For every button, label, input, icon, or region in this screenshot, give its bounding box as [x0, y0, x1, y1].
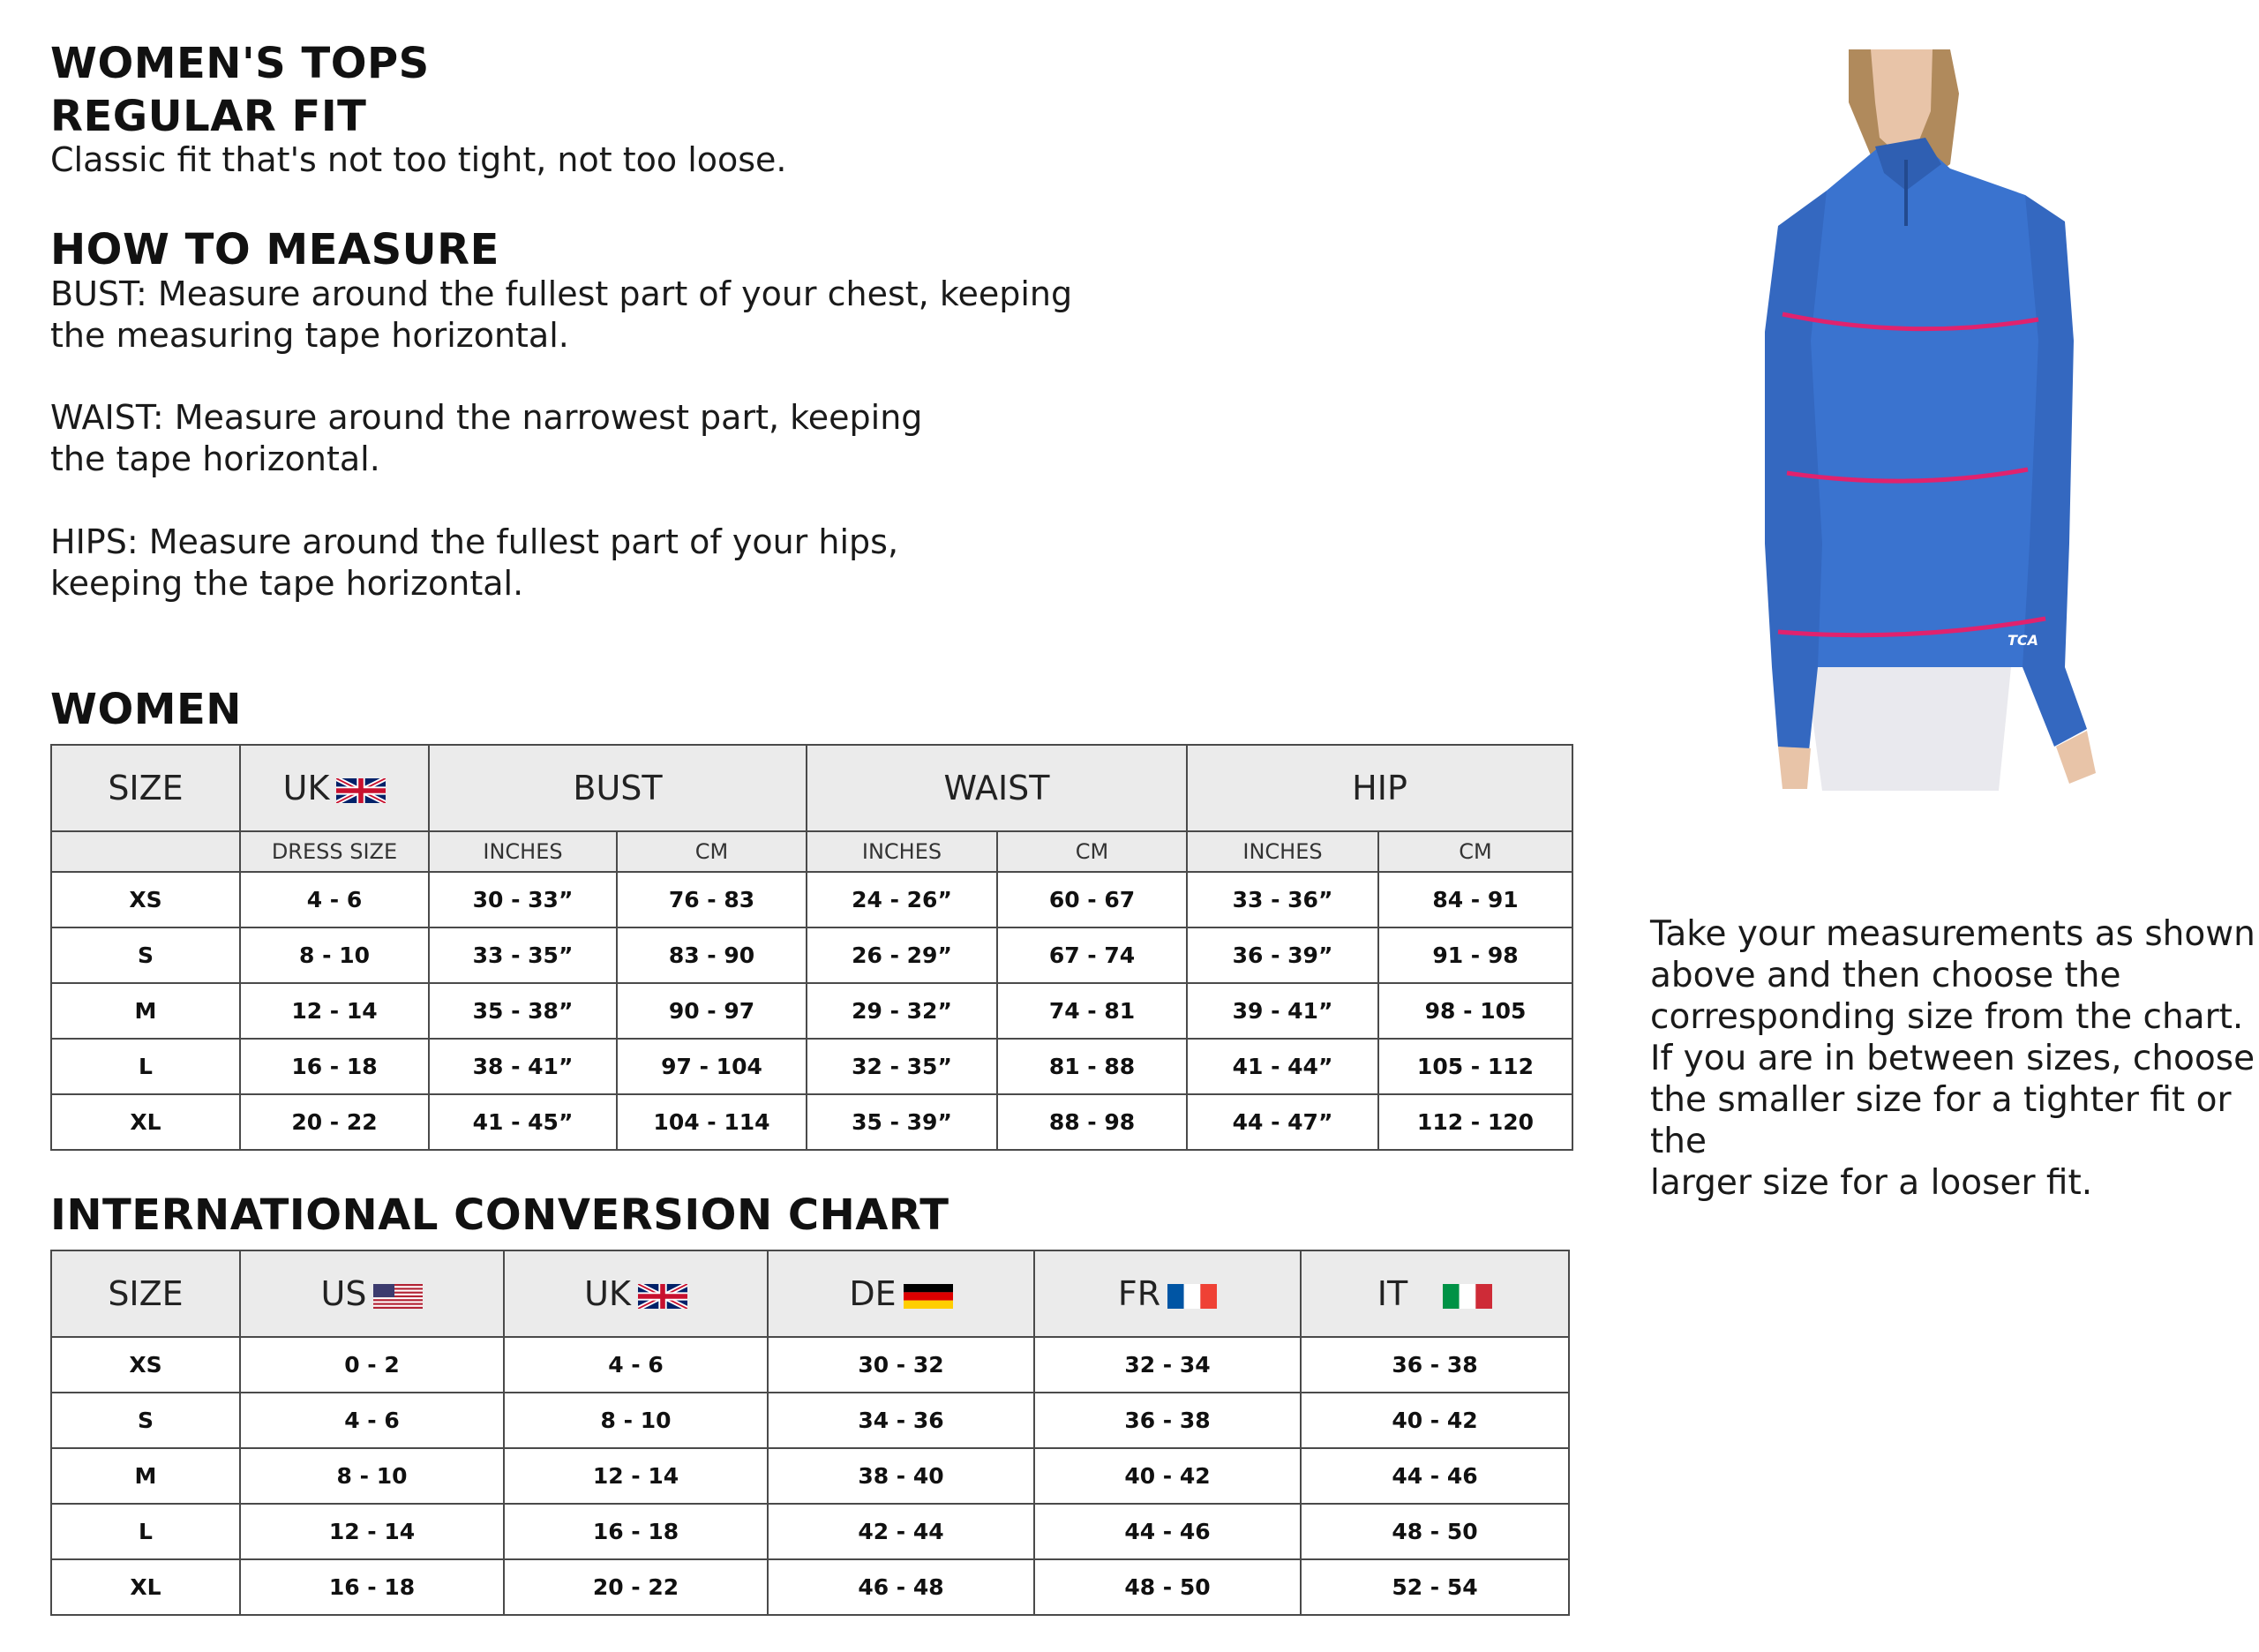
table-cell: 36 - 38 [1301, 1337, 1569, 1393]
fit-tagline: Classic fit that's not too tight, not too loose. [50, 140, 787, 179]
table-cell: S [51, 1393, 240, 1448]
table-cell: 105 - 112 [1378, 1039, 1572, 1094]
table-cell: 42 - 44 [768, 1504, 1034, 1559]
table-cell: 16 - 18 [240, 1039, 429, 1094]
table-cell: 40 - 42 [1034, 1448, 1301, 1504]
table-cell: 44 - 46 [1034, 1504, 1301, 1559]
table-cell: 29 - 32” [807, 983, 997, 1039]
title-line-2: REGULAR FIT [50, 92, 367, 141]
conversion-header-uk-label: UK [584, 1274, 631, 1313]
table-cell: 97 - 104 [617, 1039, 807, 1094]
women-header-waist: WAIST [807, 745, 1187, 831]
page-title [50, 37, 430, 143]
conversion-header-de-label: DE [849, 1274, 897, 1313]
table-cell: 34 - 36 [768, 1393, 1034, 1448]
table-cell: 36 - 38 [1034, 1393, 1301, 1448]
table-cell: 67 - 74 [997, 927, 1187, 983]
table-cell: 35 - 39” [807, 1094, 997, 1150]
table-cell: 33 - 36” [1187, 872, 1378, 927]
conversion-table [50, 1250, 1570, 1616]
table-cell: 44 - 46 [1301, 1448, 1569, 1504]
women-subheader-hip-cm: CM [1378, 831, 1572, 872]
table-cell: 33 - 35” [429, 927, 617, 983]
table-cell: 12 - 14 [504, 1448, 768, 1504]
model-photo [1694, 49, 2118, 791]
conversion-header-it [1301, 1250, 1569, 1337]
table-cell: 104 - 114 [617, 1094, 807, 1150]
table-cell: 32 - 35” [807, 1039, 997, 1094]
table-cell: M [51, 983, 240, 1039]
conversion-header-fr-label: FR [1117, 1274, 1161, 1313]
conversion-header-size: SIZE [51, 1250, 240, 1337]
brand-mark: TCA [2008, 632, 2039, 649]
table-cell: 90 - 97 [617, 983, 807, 1039]
hips-instructions: HIPS: Measure around the fullest part of your hips, keeping the tape horizontal. [50, 522, 899, 603]
how-to-measure-heading: HOW TO MEASURE [50, 225, 499, 274]
table-cell: 8 - 10 [240, 927, 429, 983]
women-size-table [50, 744, 1573, 1151]
table-row [51, 1448, 1569, 1504]
table-cell: 48 - 50 [1301, 1504, 1569, 1559]
table-cell: 48 - 50 [1034, 1559, 1301, 1615]
uk-flag-icon [638, 1284, 687, 1309]
women-header-uk-label: UK [282, 769, 330, 807]
germany-flag-icon [904, 1284, 953, 1309]
table-cell: 40 - 42 [1301, 1393, 1569, 1448]
table-row [51, 1337, 1569, 1393]
table-cell: M [51, 1448, 240, 1504]
table-row [51, 872, 1572, 927]
table-cell: 20 - 22 [504, 1559, 768, 1615]
women-subheader-size [51, 831, 240, 872]
women-subheader-waist-inches: INCHES [807, 831, 997, 872]
table-cell: 98 - 105 [1378, 983, 1572, 1039]
conversion-header-fr [1034, 1250, 1301, 1337]
table-cell: 16 - 18 [504, 1504, 768, 1559]
table-cell: 44 - 47” [1187, 1094, 1378, 1150]
women-subheader-hip-inches: INCHES [1187, 831, 1378, 872]
table-cell: 38 - 41” [429, 1039, 617, 1094]
table-cell: 41 - 44” [1187, 1039, 1378, 1094]
italy-flag-icon [1443, 1284, 1492, 1309]
women-header-bust: BUST [429, 745, 807, 831]
women-header-hip: HIP [1187, 745, 1572, 831]
table-cell: 4 - 6 [240, 1393, 504, 1448]
table-row [51, 1559, 1569, 1615]
table-cell: 4 - 6 [240, 872, 429, 927]
women-subheader-dress-size: DRESS SIZE [240, 831, 429, 872]
table-cell: 0 - 2 [240, 1337, 504, 1393]
conversion-header-us [240, 1250, 504, 1337]
women-subheader-bust-inches: INCHES [429, 831, 617, 872]
table-cell: 24 - 26” [807, 872, 997, 927]
table-cell: 38 - 40 [768, 1448, 1034, 1504]
waist-instructions: WAIST: Measure around the narrowest part, keeping the tape horizontal. [50, 398, 923, 478]
table-cell: XL [51, 1094, 240, 1150]
table-cell: 84 - 91 [1378, 872, 1572, 927]
table-row [51, 1504, 1569, 1559]
table-cell: 26 - 29” [807, 927, 997, 983]
table-cell: 91 - 98 [1378, 927, 1572, 983]
conversion-header-it-label: IT [1377, 1274, 1408, 1313]
table-cell: 112 - 120 [1378, 1094, 1572, 1150]
table-cell: 52 - 54 [1301, 1559, 1569, 1615]
table-cell: 8 - 10 [240, 1448, 504, 1504]
table-cell: 76 - 83 [617, 872, 807, 927]
bust-instructions: BUST: Measure around the fullest part of your chest, keeping the measuring tape horizontal. [50, 274, 1073, 355]
table-cell: 12 - 14 [240, 1504, 504, 1559]
table-cell: 16 - 18 [240, 1559, 504, 1615]
table-cell: 36 - 39” [1187, 927, 1378, 983]
table-row [51, 1094, 1572, 1150]
table-cell: XS [51, 1337, 240, 1393]
table-row [51, 927, 1572, 983]
table-cell: 46 - 48 [768, 1559, 1034, 1615]
table-cell: 30 - 33” [429, 872, 617, 927]
table-cell: 30 - 32 [768, 1337, 1034, 1393]
women-heading: WOMEN [50, 685, 242, 734]
table-cell: 83 - 90 [617, 927, 807, 983]
us-flag-icon [373, 1284, 423, 1309]
table-cell: 20 - 22 [240, 1094, 429, 1150]
table-row [51, 1393, 1569, 1448]
model-photo-icon [1694, 49, 2118, 791]
table-cell: 81 - 88 [997, 1039, 1187, 1094]
table-cell: S [51, 927, 240, 983]
title-line-1: WOMEN'S TOPS [50, 39, 430, 88]
table-row [51, 983, 1572, 1039]
table-cell: 35 - 38” [429, 983, 617, 1039]
women-header-uk [240, 745, 429, 831]
table-cell: 39 - 41” [1187, 983, 1378, 1039]
conversion-heading: INTERNATIONAL CONVERSION CHART [50, 1190, 949, 1240]
table-cell: 60 - 67 [997, 872, 1187, 927]
table-cell: 4 - 6 [504, 1337, 768, 1393]
conversion-header-de [768, 1250, 1034, 1337]
table-cell: 74 - 81 [997, 983, 1187, 1039]
uk-flag-icon [336, 778, 386, 803]
table-cell: 12 - 14 [240, 983, 429, 1039]
conversion-header-us-label: US [320, 1274, 367, 1313]
conversion-header-uk [504, 1250, 768, 1337]
table-row [51, 1039, 1572, 1094]
table-cell: L [51, 1039, 240, 1094]
table-cell: XS [51, 872, 240, 927]
table-cell: 88 - 98 [997, 1094, 1187, 1150]
women-subheader-waist-cm: CM [997, 831, 1187, 872]
women-header-size: SIZE [51, 745, 240, 831]
table-cell: 32 - 34 [1034, 1337, 1301, 1393]
table-cell: 41 - 45” [429, 1094, 617, 1150]
size-advice: Take your measurements as shown above and then choose the corresponding size from the chart. If you are in between sizes, choose the smaller size for a tighter fit or the larger size for a looser fit. [1650, 914, 2255, 1203]
table-cell: 8 - 10 [504, 1393, 768, 1448]
table-cell: L [51, 1504, 240, 1559]
women-subheader-bust-cm: CM [617, 831, 807, 872]
france-flag-icon [1167, 1284, 1217, 1309]
table-cell: XL [51, 1559, 240, 1615]
